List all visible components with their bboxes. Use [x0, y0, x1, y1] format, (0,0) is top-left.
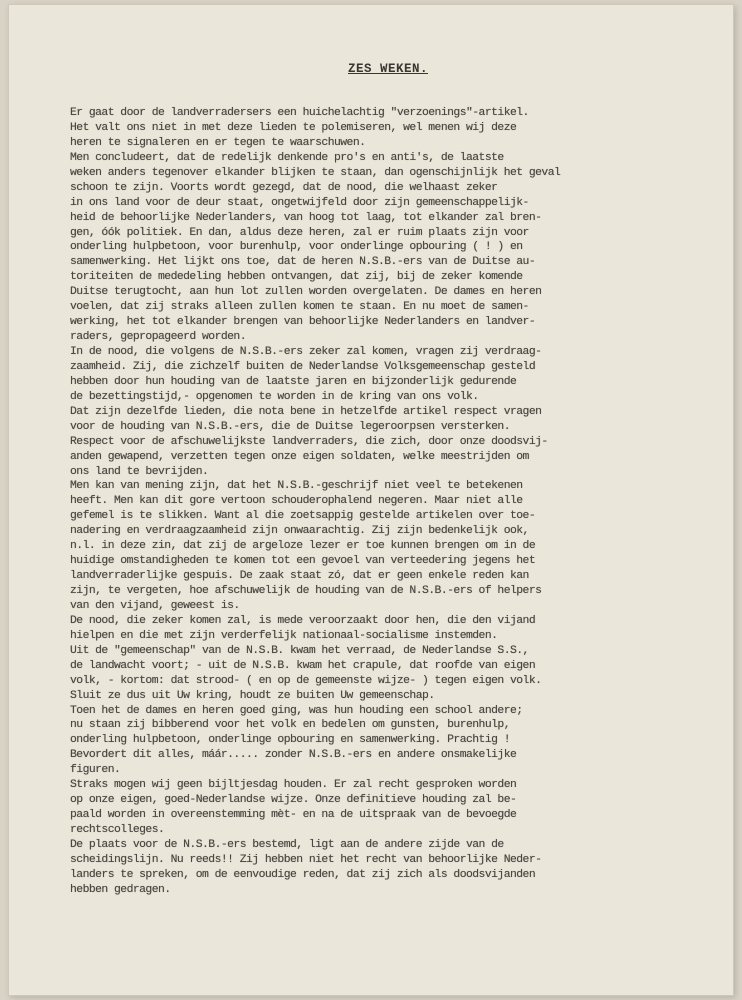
text-line: De nood, die zeker komen zal, is mede veroorzaakt door hen, die den vijand: [70, 614, 536, 627]
text-line: samenwerking. Het lijkt ons toe, dat de heren N.S.B.-ers van de Duitse au-: [70, 256, 536, 269]
text-line: De plaats voor de N.S.B.-ers bestemd, ligt aan de andere zijde van de: [70, 838, 504, 851]
text-line: ons land te bevrijden.: [70, 465, 209, 478]
text-line: schoon te zijn. Voorts wordt gezegd, dat de nood, die welhaast zeker: [70, 181, 498, 194]
text-line: nu staan zij bibberend voor het volk en bedelen om gunsten, burenhulp,: [70, 719, 510, 732]
text-line: op onze eigen, goed-Nederlandse wijze. Onze definitieve houding zal be-: [70, 794, 517, 807]
text-line: onderling hulpbetoon, voor burenhulp, voor onderlinge opbouring ( ! ) en: [70, 241, 523, 254]
text-line: hielpen en die met zijn verderfelijk nationaal-socialisme instemden.: [70, 629, 498, 642]
text-line: Sluit ze dus uit Uw kring, houdt ze buiten Uw gemeenschap.: [70, 689, 435, 702]
text-line: n.l. in deze zin, dat zij de argeloze lezer er toe kunnen brengen om in de: [70, 540, 536, 553]
text-line: gen, óók politiek. En dan, aldus deze heren, zal er ruim plaats zijn voor: [70, 226, 529, 239]
text-line: rechtscolleges.: [70, 824, 165, 836]
text-line: voelen, dat zij straks alleen zullen komen te staan. En nu moet de samen-: [70, 301, 529, 314]
text-line: de bezettingstijd,- opgenomen te worden in de kring van ons volk.: [70, 390, 479, 403]
text-line: raders, gepropageerd worden.: [70, 331, 246, 344]
text-line: heren te signaleren en er tegen te waarschuwen.: [70, 136, 366, 149]
text-line: hebben gedragen.: [70, 883, 171, 896]
text-line: heeft. Men kan dit gore vertoon schouderophalend negeren. Maar niet alle: [70, 495, 523, 508]
text-line: volk, - kortom: dat strood- ( en op de gemeenste wijze- ) tegen eigen volk.: [70, 674, 542, 687]
text-line: van den vijand, geweest is.: [70, 599, 240, 612]
text-line: zijn, te vergeten, hoe afschuwelijk de houding van de N.S.B.-ers of helpers: [70, 585, 542, 597]
text-line: Toen het de dames en heren goed ging, was hun houding een school andere;: [70, 704, 523, 717]
text-line: in ons land voor de deur staat, ongetwijfeld door zijn gemeenschappelijk-: [70, 196, 529, 209]
text-line: weken anders tegenover elkander blijken te staan, dan ogenschijnlijk het geval: [70, 166, 561, 179]
text-line: scheidingslijn. Nu reeds!! Zij hebben niet het recht van behoorlijke Neder-: [70, 853, 542, 866]
text-line: de landwacht voort; - uit de N.S.B. kwam het crapule, dat roofde van eigen: [70, 659, 536, 672]
text-line: werking, het tot elkander brengen van behoorlijke Nederlanders en landver-: [70, 316, 536, 329]
text-line: figuren.: [70, 764, 121, 777]
text-line: Respect voor de afschuwelijkste landverraders, die zich, door onze doodsvij-: [70, 435, 548, 448]
text-line: Er gaat door de landverradersers een huichelachtig "verzoenings"-artikel.: [70, 107, 529, 119]
text-line: onderling hulpbetoon, onderlinge opbouring en samenwerking. Prachtig !: [70, 734, 510, 747]
text-line: hebben door hun houding van de laatste jaren en bijzonderlijk gedurende: [70, 375, 517, 388]
paper-sheet: [8, 4, 734, 996]
text-line: toriteiten de mededeling hebben ontvangen, dat zij, bij de zeker komende: [70, 271, 523, 284]
text-line: In de nood, die volgens de N.S.B.-ers zeker zal komen, vragen zij verdraag-: [70, 346, 542, 358]
text-line: landers te spreken, om de eenvoudige reden, dat zij zich als doodsvijanden: [70, 868, 536, 881]
text-line: gefemel is te slikken. Want al die zoetsappig gestelde artikelen over toe-: [70, 510, 536, 523]
document-title: ZES WEKEN.: [348, 62, 429, 76]
text-line: Bevordert dit alles, máár..... zonder N.S.B.-ers en andere onsmakelijke: [70, 749, 517, 762]
text-line: Dat zijn dezelfde lieden, die nota bene in hetzelfde artikel respect vragen: [70, 405, 542, 418]
text-line: Duitse terugtocht, aan hun lot zullen worden overgelaten. De dames en heren: [70, 286, 542, 299]
text-line: paald worden in overeenstemming mèt- en na de uitspraak van de bevoegde: [70, 809, 517, 822]
text-line: Uit de "gemeenschap" van de N.S.B. kwam het verraad, de Nederlandse S.S.,: [70, 644, 529, 657]
text-line: zaamheid. Zij, die zichzelf buiten de Nederlandse Volksgemeenschap gesteld: [70, 360, 536, 373]
text-line: landverraderlijke gespuis. De zaak staat zó, dat er geen enkele reden kan: [70, 570, 529, 583]
text-line: Straks mogen wij geen bijltjesdag houden. Er zal recht gesproken worden: [70, 779, 517, 792]
text-line: nadering en verdraagzaamheid zijn onwaarachtig. Zij zijn bedenkelijk ook,: [70, 525, 529, 538]
text-line: heid de behoorlijke Nederlanders, van hoog tot laag, tot elkander zal bren-: [70, 211, 542, 224]
text-line: Het valt ons niet in met deze lieden te polemiseren, wel menen wij deze: [70, 121, 517, 134]
text-line: voor de houding van N.S.B.-ers, die de Duitse legeroorpsen versterken.: [70, 420, 510, 433]
text-line: Men kan van mening zijn, dat het N.S.B.-geschrijf niet veel te betekenen: [70, 480, 523, 493]
text-line: huidige omstandigheden te komen tot een gevoel van verteedering jegens het: [70, 555, 536, 568]
document-body: [70, 106, 730, 898]
text-line: anden gewapend, verzetten tegen onze eigen soldaten, welke meestrijden om: [70, 450, 529, 463]
text-line: Men concludeert, dat de redelijk denkende pro's en anti's, de laatste: [70, 151, 504, 164]
